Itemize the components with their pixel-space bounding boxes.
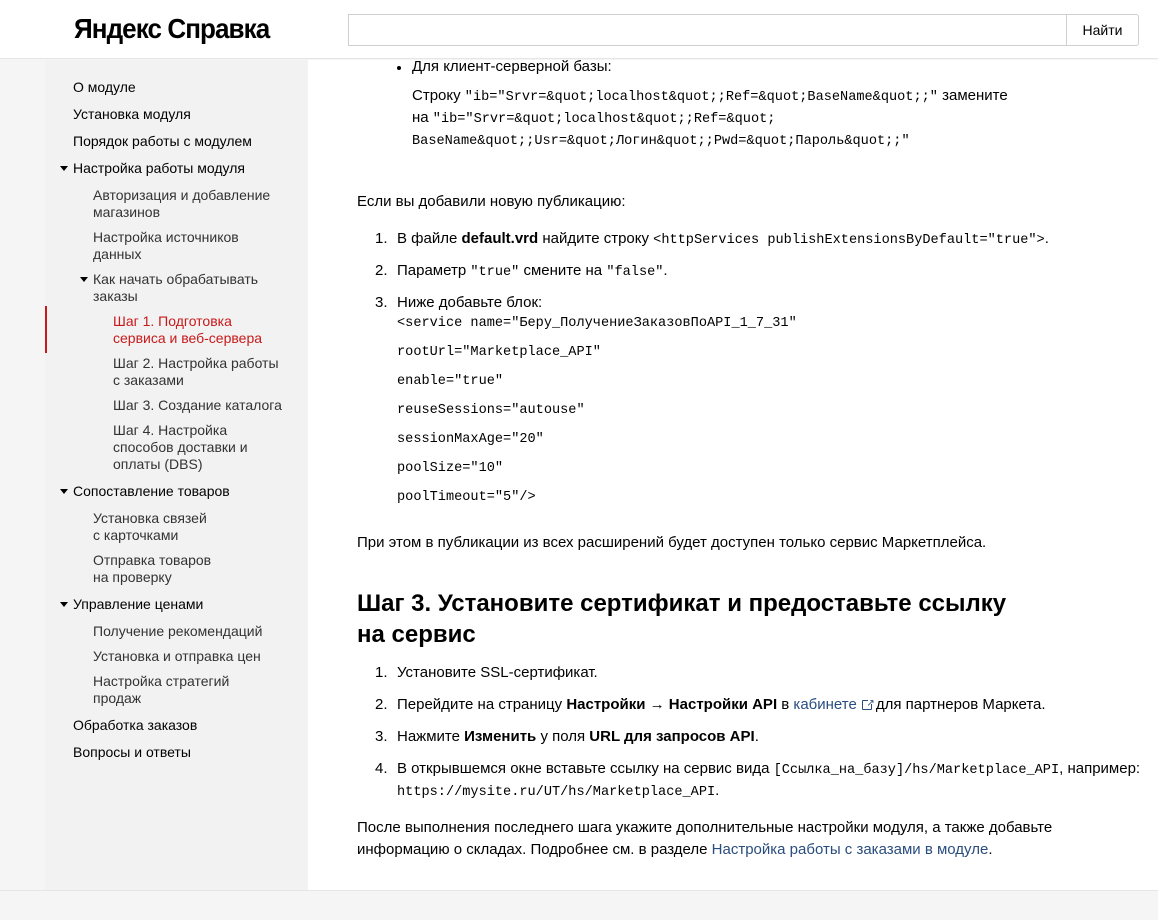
sidebar-item-label: способов доставки и [113,439,248,455]
search-button[interactable]: Найти [1066,14,1139,46]
sidebar-item-step1[interactable] [113,313,262,347]
list-item: Ниже добавьте блок: [397,294,543,311]
new-publication-text: Если вы добавили новую публикацию: [357,193,626,210]
inline-code: "false" [606,265,664,280]
inline-code: [Ссылка_на_базу]/hs/Marketplace_API [773,763,1060,778]
footer [0,890,1158,920]
external-link-icon[interactable] [862,700,872,710]
sidebar-item-mapping[interactable]: Сопоставление товаров [73,483,230,499]
replace-line-3 [412,130,910,151]
sidebar-item-sources[interactable] [93,229,239,263]
text: смените на [519,262,607,279]
list-item [397,261,668,282]
list-number: 4. [375,760,388,777]
code-line: reuseSessions="autouse" [397,403,585,418]
caret-down-icon[interactable] [60,489,68,494]
active-indicator [45,306,47,353]
list-item: Установите SSL-сертификат. [397,664,598,681]
section-heading-step3 [357,588,1006,650]
text: В открывшемся окне вставьте ссылку на сервис вида [397,760,774,777]
sidebar-item-label: на проверку [93,569,172,585]
text: в [777,696,794,713]
orders-setup-link[interactable]: Настройка работы с заказами в модуле [711,841,989,858]
sidebar-item-order-processing[interactable]: Обработка заказов [73,717,198,733]
text: найдите строку [538,230,654,247]
inline-code: <httpServices publishExtensionsByDefault="true"> [653,233,1045,248]
header [0,0,1158,59]
sidebar-item-label: Шаг 2. Настройка работы [113,355,279,371]
list-number: 2. [375,262,388,279]
text: . [754,728,759,745]
sidebar-item-strategies[interactable] [93,673,229,707]
code-line: enable="true" [397,374,504,389]
sidebar-item-about[interactable]: О модуле [73,79,136,95]
sidebar-item-label: Шаг 4. Настройка [113,422,228,438]
list-number: 2. [375,696,388,713]
bold-text: Настройки [566,696,646,713]
heading-line: Шаг 3. Установите сертификат и предоставьте ссылку [357,590,1007,617]
list-number: 1. [375,664,388,681]
text: , например: [1059,760,1141,777]
publication-note: При этом в публикации из всех расширений будет доступен только сервис Маркетплейса. [357,534,987,551]
bold-text: default.vrd [461,230,539,247]
sidebar-item-faq[interactable]: Вопросы и ответы [73,744,191,760]
code-line: rootUrl="Marketplace_API" [397,345,601,360]
sidebar-item-label: Шаг 1. Подготовка [113,313,232,329]
inline-code: https://mysite.ru/UT/hs/Marketplace_API [397,785,716,800]
text: . [715,782,720,799]
arrow: → [645,696,669,713]
cabinet-link[interactable]: кабинете [793,696,857,713]
code-line: poolSize="10" [397,461,504,476]
sidebar-item-label: с карточками [93,527,179,543]
sidebar-item-label: с заказами [113,372,184,388]
bold-text: URL для запросов API [589,728,755,745]
caret-down-icon[interactable] [60,166,68,171]
sidebar-item-step2[interactable] [113,355,279,389]
text: Перейдите на страницу [397,696,567,713]
sidebar-item-label: Установка связей [93,510,207,526]
text: . [663,262,668,279]
sidebar-item-send-check[interactable] [93,552,211,586]
sidebar-item-recommendations[interactable]: Получение рекомендаций [93,623,263,639]
sidebar-item-step3[interactable]: Шаг 3. Создание каталога [113,397,282,413]
caret-down-icon[interactable] [60,602,68,607]
bullet-icon [397,66,401,70]
text: В файле [397,230,462,247]
sidebar-item-links[interactable] [93,510,207,544]
sidebar-item-step4[interactable] [113,422,248,473]
list-number: 3. [375,728,388,745]
sidebar-item-orders-start[interactable] [93,271,258,305]
text: для партнеров Маркета. [875,696,1046,713]
text: замените [937,87,1008,104]
text: информацию о складах. Подробнее см. в разделе [357,841,712,858]
inline-code: "ib="Srvr=&quot;localhost&quot;;Ref=&quot;BaseName&quot;;" [464,90,938,105]
final-text-line2 [357,840,992,859]
sidebar-item-set-prices[interactable]: Установка и отправка цен [93,648,261,664]
sidebar [45,60,308,890]
sidebar-item-workflow[interactable]: Порядок работы с модулем [73,133,252,149]
code-line: sessionMaxAge="20" [397,432,544,447]
code-line: poolTimeout="5"/> [397,490,536,505]
text: у поля [536,728,590,745]
heading-line: на сервис [357,621,476,648]
sidebar-item-label: продаж [93,690,142,706]
caret-down-icon[interactable] [80,277,88,282]
client-server-label: Для клиент-серверной базы: [412,58,612,75]
bold-text: Настройки API [668,696,778,713]
list-number: 1. [375,230,388,247]
sidebar-item-label: заказы [93,288,138,304]
text: Строку [412,87,465,104]
list-item [397,695,1046,714]
sidebar-item-prices[interactable]: Управление ценами [73,596,204,612]
text: на [412,109,433,126]
sidebar-item-module-setup[interactable]: Настройка работы модуля [73,160,245,176]
inline-code: BaseName&quot;;Usr=&quot;Логин&quot;;Pwd=&quot;Пароль&quot;;" [412,134,910,149]
list-item [397,759,1140,780]
sidebar-item-label: Авторизация и добавление [93,187,271,203]
logo[interactable]: Яндекс Справка [74,13,270,44]
text: . [988,841,993,858]
list-item-continued [397,781,719,802]
list-item [397,229,1049,250]
inline-code: "ib="Srvr=&quot;localhost&quot;;Ref=&quot; [432,112,776,127]
sidebar-item-install[interactable]: Установка модуля [73,106,191,122]
code-line: <service name="Беру_ПолучениеЗаказовПоAPI_1_7_31" [397,316,797,331]
sidebar-item-label: Отправка товаров [93,552,212,568]
text: Параметр [397,262,471,279]
sidebar-item-label: Настройка источников [93,229,239,245]
search-input[interactable] [348,14,1067,46]
replace-line-2 [412,108,775,129]
text: . [1044,230,1049,247]
final-text-line1: После выполнения последнего шага укажите дополнительные настройки модуля, а также добавьте [357,819,1053,836]
list-item [397,727,759,746]
sidebar-item-label: магазинов [93,204,161,220]
sidebar-item-label: оплаты (DBS) [113,456,203,472]
inline-code: "true" [470,265,520,280]
sidebar-item-auth[interactable] [93,187,270,221]
bold-text: Изменить [464,728,537,745]
sidebar-item-label: Настройка стратегий [93,673,230,689]
sidebar-item-label: сервиса и веб-сервера [113,330,263,346]
sidebar-item-label: данных [93,246,142,262]
replace-line-1 [412,86,1008,107]
list-number: 3. [375,294,388,311]
text: Нажмите [397,728,465,745]
sidebar-item-label: Как начать обрабатывать [93,271,259,287]
